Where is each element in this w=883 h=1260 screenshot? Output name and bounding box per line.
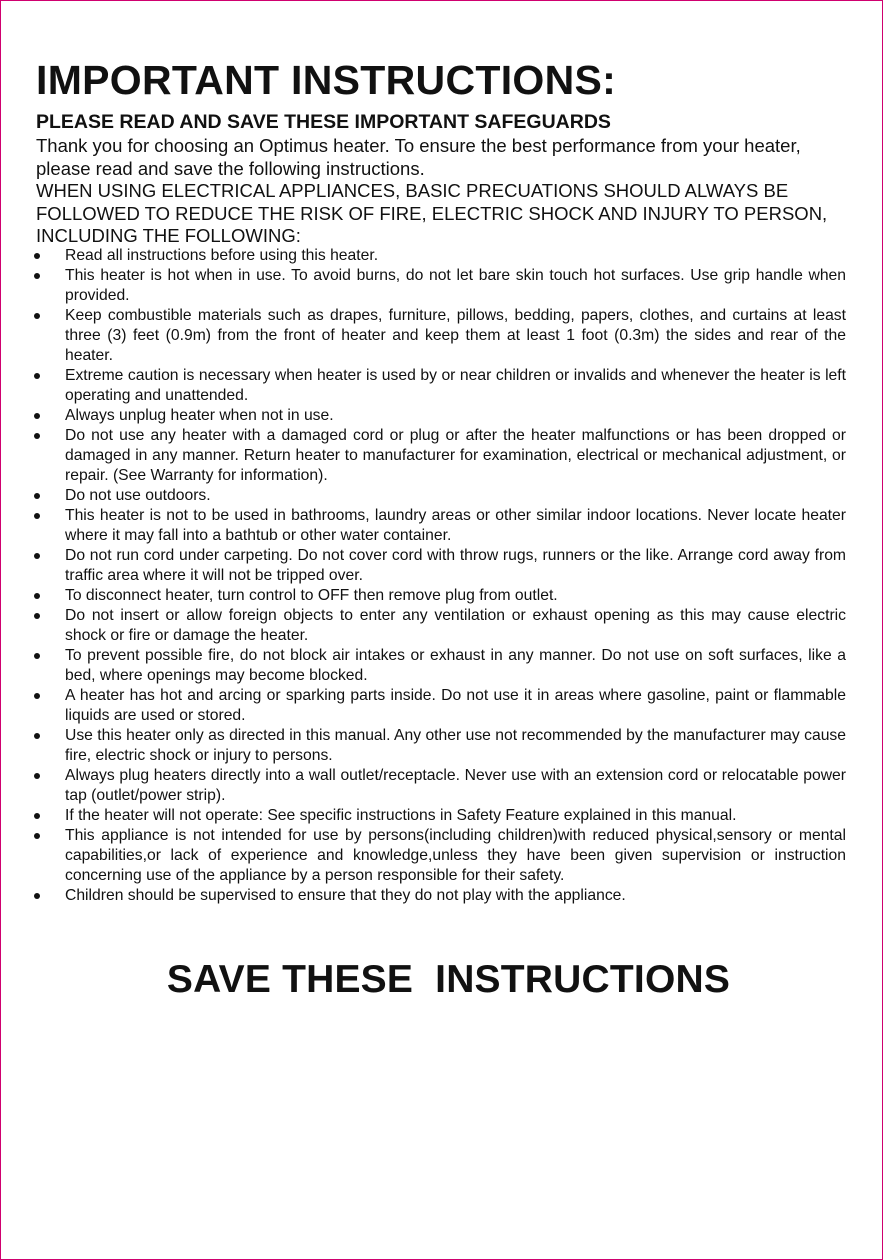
bullet-icon [34, 553, 40, 559]
instruction-text: Always plug heaters directly into a wall outlet/receptacle. Never use with an extension cord or relocatable power tap (outlet/power strip). [65, 767, 846, 804]
instruction-text: To disconnect heater, turn control to OFF then remove plug from outlet. [65, 587, 558, 604]
bullet-icon [34, 613, 40, 619]
instruction-item [24, 686, 846, 726]
bullet-icon [34, 693, 40, 699]
bullet-icon [34, 433, 40, 439]
instruction-text: Do not use any heater with a damaged cord or plug or after the heater malfunctions or has been dropped or damaged in any manner. Return heater to manufacturer for examination, electrical or mechanical adjustment, or repair. (See Warranty for information). [65, 427, 846, 484]
instruction-text: Always unplug heater when not in use. [65, 407, 334, 424]
instruction-text: This appliance is not intended for use by persons(including children)with reduced physical,sensory or mental capabilities,or lack of experience and knowledge,unless they have been given supervision or instruction concerning use of the appliance by a person responsible for their safety. [65, 827, 846, 884]
instruction-text: Children should be supervised to ensure that they do not play with the appliance. [65, 887, 626, 904]
bullet-icon [34, 733, 40, 739]
intro-section [36, 135, 851, 248]
instruction-text: If the heater will not operate: See specific instructions in Safety Feature explained in this manual. [65, 807, 737, 824]
bullet-icon [34, 273, 40, 279]
instruction-text: Extreme caution is necessary when heater is used by or near children or invalids and whenever the heater is left operating and unattended. [65, 367, 846, 404]
instruction-text: Use this heater only as directed in this manual. Any other use not recommended by the manufacturer may cause fire, electric shock or injury to persons. [65, 727, 846, 764]
bullet-icon [34, 413, 40, 419]
instruction-item [24, 486, 846, 506]
instruction-item [24, 366, 846, 406]
bullet-icon [34, 833, 40, 839]
instruction-item [24, 586, 846, 606]
bullet-icon [34, 653, 40, 659]
instruction-item [24, 266, 846, 306]
instruction-item [24, 506, 846, 546]
instruction-item [24, 826, 846, 886]
instruction-text: Keep combustible materials such as drapes, furniture, pillows, bedding, papers, clothes, and curtains at least three (3) feet (0.9m) from the front of heater and keep them at least 1 foot (0.3m) the sides and rear of the heater. [65, 307, 846, 364]
bullet-icon [34, 253, 40, 259]
bullet-icon [34, 313, 40, 319]
page-subtitle: PLEASE READ AND SAVE THESE IMPORTANT SAFEGUARDS [36, 111, 611, 133]
instruction-item [24, 646, 846, 686]
instruction-item [24, 406, 846, 426]
bullet-icon [34, 513, 40, 519]
warning-paragraph: WHEN USING ELECTRICAL APPLIANCES, BASIC PRECUATIONS SHOULD ALWAYS BE FOLLOWED TO REDUCE THE RISK OF FIRE, ELECTRIC SHOCK AND INJURY TO PERSON, INCLUDING THE FOLLOWING: [36, 180, 828, 246]
instruction-item [24, 806, 846, 826]
instruction-text: Read all instructions before using this heater. [65, 247, 379, 264]
instruction-text: This heater is hot when in use. To avoid burns, do not let bare skin touch hot surfaces. Use grip handle when provided. [65, 267, 846, 304]
instruction-text: This heater is not to be used in bathrooms, laundry areas or other similar indoor locations. Never locate heater where it may fall into a bathtub or other water container. [65, 507, 846, 544]
instruction-item [24, 426, 846, 486]
page-title: IMPORTANT INSTRUCTIONS: [36, 57, 617, 103]
bullet-icon [34, 593, 40, 599]
instruction-text: To prevent possible fire, do not block air intakes or exhaust in any manner. Do not use on soft surfaces, like a bed, where openings may become blocked. [65, 647, 846, 684]
bullet-icon [34, 813, 40, 819]
bullet-icon [34, 773, 40, 779]
bullet-icon [34, 493, 40, 499]
instruction-text: A heater has hot and arcing or sparking parts inside. Do not use it in areas where gasoline, paint or flammable liquids are used or stored. [65, 687, 846, 724]
instruction-item [24, 886, 846, 906]
instruction-item [24, 766, 846, 806]
instruction-item [24, 246, 846, 266]
instruction-item [24, 726, 846, 766]
instruction-item [24, 306, 846, 366]
instruction-item [24, 546, 846, 586]
instruction-text: Do not insert or allow foreign objects to enter any ventilation or exhaust opening as this may cause electric shock or fire or damage the heater. [65, 607, 846, 644]
save-instructions-heading: SAVE THESE INSTRUCTIONS [166, 958, 731, 1001]
intro-paragraph: Thank you for choosing an Optimus heater. To ensure the best performance from your heater, please read and save the following instructions. [36, 135, 801, 179]
bullet-icon [34, 373, 40, 379]
instructions-list [24, 246, 846, 906]
bullet-icon [34, 893, 40, 899]
instruction-item [24, 606, 846, 646]
instruction-text: Do not use outdoors. [65, 487, 211, 504]
instruction-text: Do not run cord under carpeting. Do not cover cord with throw rugs, runners or the like. Arrange cord away from traffic area where it will not be tripped over. [65, 547, 846, 584]
